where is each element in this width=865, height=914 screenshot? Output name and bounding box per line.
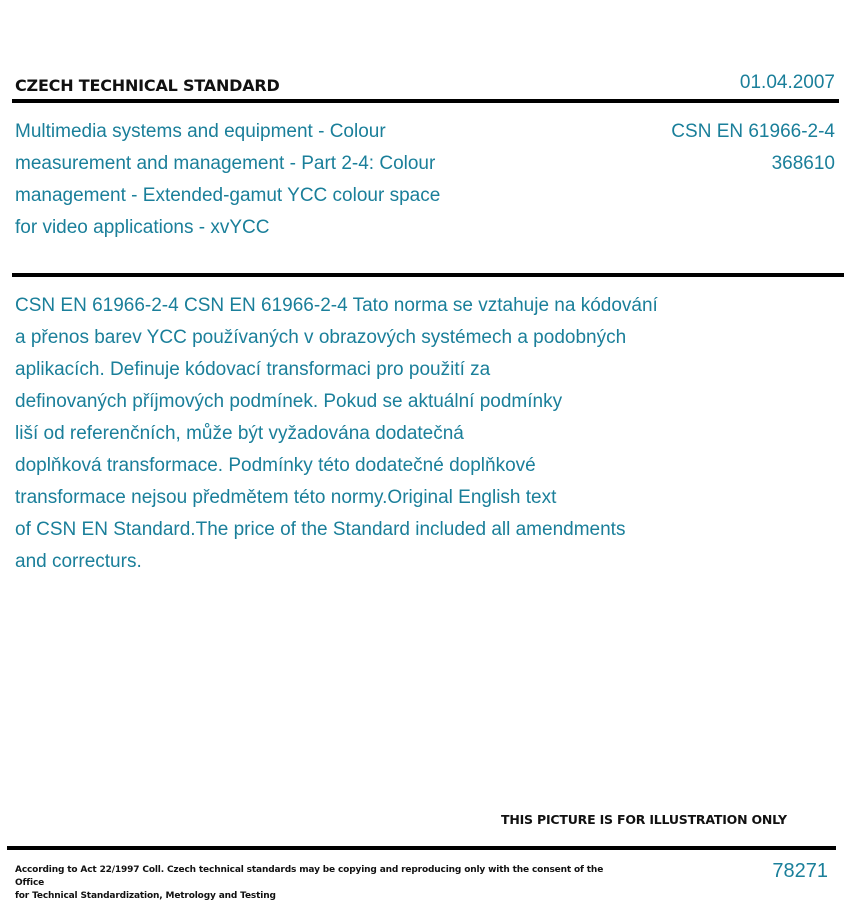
illustration-note: THIS PICTURE IS FOR ILLUSTRATION ONLY [501,812,787,827]
standard-title-line: for video applications - xvYCC [15,217,270,238]
document-number: 78271 [772,860,828,882]
standard-title-line: management - Extended-gamut YCC colour space [15,185,441,206]
standard-title [15,116,515,244]
legal-notice [15,864,615,903]
standard-identifier [671,116,835,180]
standard-class-number: 368610 [771,153,835,174]
document-header-title: CZECH TECHNICAL STANDARD [15,76,280,95]
publication-date: 01.04.2007 [739,72,835,93]
title-rule [12,273,844,277]
standard-code: CSN EN 61966-2-4 [671,121,835,142]
legal-notice-line: for Technical Standardization, Metrology and Testing [15,891,276,901]
legal-notice-line: According to Act 22/1997 Coll. Czech technical standards may be copying and reproducing only with the consent of the Office [15,865,604,888]
standard-description: CSN EN 61966-2-4 CSN EN 61966-2-4 Tato norma se vztahuje na kódování a přenos barev YCC používaných v obrazových systémech a podobných aplikacích. Definuje kódovací transformaci pro použití za definovaných příjmových podmínek. Pokud se aktuální podmínky liší od referenčních, může být vyžadována dodatečná doplňková transformace. Podmínky této dodatečné doplňkové transformace nejsou předmětem této normy.Original English text of CSN EN Standard.The price of the Standard included all amendments and correcturs. [15,295,658,572]
standard-title-line: measurement and management - Part 2-4: Colour [15,153,436,174]
standard-title-line: Multimedia systems and equipment - Colour [15,121,386,142]
footer-rule [7,846,836,850]
header-rule [12,99,839,103]
